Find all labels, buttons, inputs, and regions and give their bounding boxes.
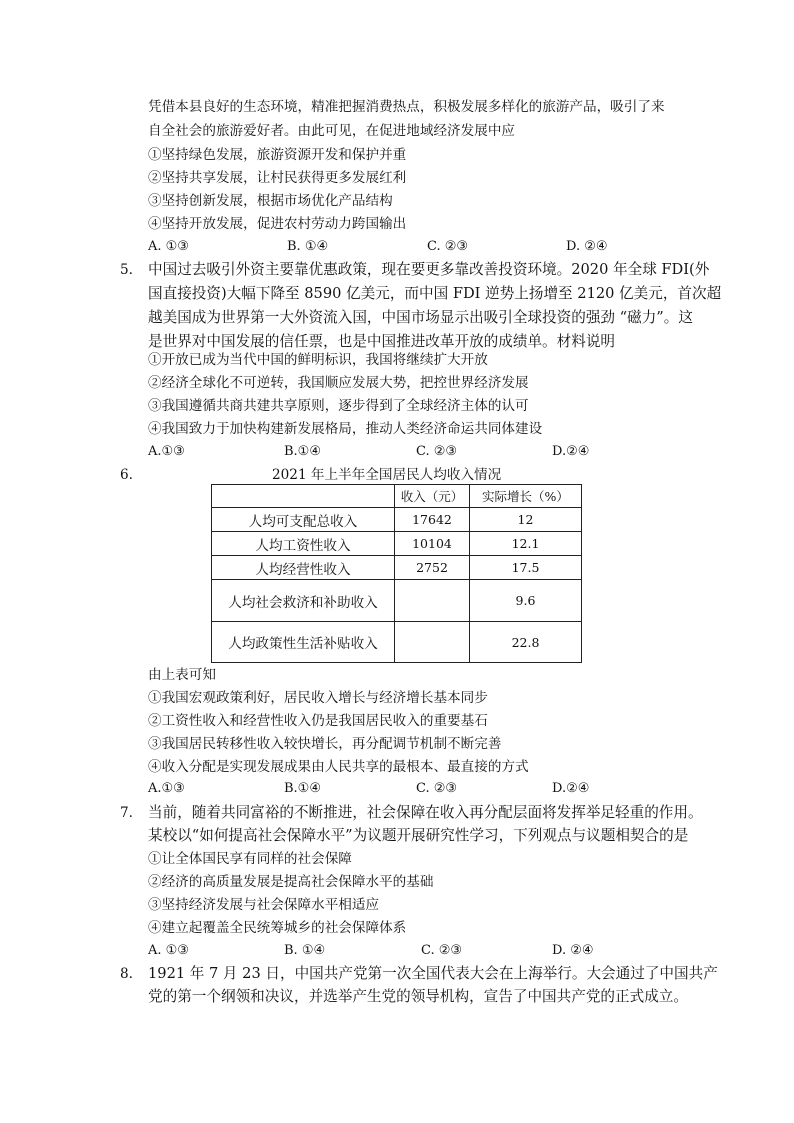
q7-item-4: ④建立起覆盖全民统筹城乡的社会保障体系 (148, 920, 407, 936)
q7-option-a[interactable]: A. ①③ (148, 943, 189, 958)
table-cell: 17.5 (470, 556, 582, 580)
q5-item-4: ④我国致力于加快构建新发展格局，推动人类经济命运共同体建设 (148, 421, 543, 437)
q6-option-d[interactable]: D.②④ (552, 781, 590, 796)
q4-item-4: ④坚持开放发展，促进农村劳动力跨国输出 (148, 216, 407, 232)
table-cell: 2752 (395, 556, 470, 580)
q5-number: 5. (120, 262, 133, 278)
q6-item-1: ①我国宏观政策利好，居民收入增长与经济增长基本同步 (148, 690, 488, 706)
table-header-cell (212, 485, 395, 508)
table-header-cell: 实际增长（%） (470, 485, 582, 508)
q8-stem-line-1: 1921 年 7 月 23 日，中国共产党第一次全国代表大会在上海举行。大会通过了中国共产 (148, 965, 718, 982)
table-cell: 人均可支配总收入 (212, 508, 395, 532)
q5-option-d[interactable]: D.②④ (552, 444, 590, 459)
q7-option-c[interactable]: C. ②③ (421, 943, 463, 958)
q7-stem-line-1: 当前，随着共同富裕的不断推进，社会保障在收入再分配层面将发挥举足轻重的作用。 (148, 804, 703, 821)
q4-option-d[interactable]: D. ②④ (566, 239, 608, 254)
q7-item-1: ①让全体国民享有同样的社会保障 (148, 851, 352, 867)
q5-item-1: ①开放已成为当代中国的鲜明标识，我国将继续扩大开放 (148, 352, 488, 368)
table-row (212, 532, 582, 556)
q7-item-3: ③坚持经济发展与社会保障水平相适应 (148, 897, 380, 913)
q5-stem-line-4: 是世界对中国发展的信任票，也是中国推进改革开放的成绩单。材料说明 (148, 333, 616, 350)
q4-item-1: ①坚持绿色发展，旅游资源开发和保护并重 (148, 147, 407, 163)
q5-stem-line-2: 国直接投资)大幅下降至 8590 亿美元，而中国 FDI 逆势上扬增至 2120 亿美元，首次超 (148, 285, 722, 302)
q4-item-2: ②坚持共享发展，让村民获得更多发展红利 (148, 170, 407, 186)
table-cell (395, 580, 470, 622)
table-cell: 9.6 (470, 580, 582, 622)
q6-option-b[interactable]: B.①④ (284, 781, 321, 796)
table-header-row (212, 485, 582, 508)
q4-option-c[interactable]: C. ②③ (427, 239, 469, 254)
q6-option-a[interactable]: A.①③ (148, 781, 185, 796)
table-row (212, 622, 582, 663)
q7-option-b[interactable]: B. ①④ (284, 943, 326, 958)
table-row (212, 508, 582, 532)
q6-item-2: ②工资性收入和经营性收入仍是我国居民收入的重要基石 (148, 713, 488, 729)
q5-stem-line-3: 越美国成为世界第一大外资流入国，中国市场显示出吸引全球投资的强劲 “磁力”。这 (148, 309, 693, 326)
q7-item-2: ②经济的高质量发展是提高社会保障水平的基础 (148, 874, 434, 890)
table-cell: 人均社会救济和补助收入 (212, 580, 395, 622)
table-header-cell: 收入（元） (395, 485, 470, 508)
table-cell (395, 622, 470, 663)
q5-item-2: ②经济全球化不可逆转，我国顺应发展大势，把控世界经济发展 (148, 375, 529, 391)
q6-number: 6. (120, 467, 133, 483)
table-cell: 17642 (395, 508, 470, 532)
q5-option-b[interactable]: B.①④ (284, 444, 321, 459)
q8-stem-line-2: 党的第一个纲领和决议，并选举产生党的领导机构，宣告了中国共产党的正式成立。 (148, 988, 688, 1005)
q4-option-b[interactable]: B. ①④ (287, 239, 329, 254)
q7-option-d[interactable]: D. ②④ (552, 943, 594, 958)
q4-option-a[interactable]: A. ①③ (148, 239, 189, 254)
q4-item-3: ③坚持创新发展，根据市场优化产品结构 (148, 193, 393, 209)
q4-stem-line-2: 自全社会的旅游爱好者。由此可见，在促进地域经济发展中应 (148, 123, 516, 139)
q5-stem-line-1: 中国过去吸引外资主要靠优惠政策，现在要更多靠改善投资环境。2020 年全球 FDI(外 (148, 261, 710, 278)
table-cell: 人均工资性收入 (212, 532, 395, 556)
q6-option-c[interactable]: C. ②③ (416, 781, 458, 796)
q5-option-c[interactable]: C. ②③ (416, 444, 458, 459)
table-cell: 人均政策性生活补贴收入 (212, 622, 395, 663)
income-table (211, 484, 582, 663)
table-cell: 12 (470, 508, 582, 532)
table-row (212, 580, 582, 622)
q8-number: 8. (120, 966, 133, 982)
q6-item-4: ④收入分配是实现发展成果由人民共享的最根本、最直接的方式 (148, 759, 529, 775)
table-cell: 22.8 (470, 622, 582, 663)
q6-item-3: ③我国居民转移性收入较快增长，再分配调节机制不断完善 (148, 736, 502, 752)
q5-option-a[interactable]: A.①③ (148, 444, 185, 459)
q7-stem-line-2: 某校以“如何提高社会保障水平”为议题开展研究性学习，下列观点与议题相契合的是 (148, 827, 689, 844)
q7-number: 7. (120, 805, 133, 821)
table-cell: 10104 (395, 532, 470, 556)
q5-item-3: ③我国遵循共商共建共享原则，逐步得到了全球经济主体的认可 (148, 398, 529, 414)
table-cell: 12.1 (470, 532, 582, 556)
q6-lead: 由上表可知 (148, 667, 216, 683)
table-cell: 人均经营性收入 (212, 556, 395, 580)
q4-stem-line-1: 凭借本县良好的生态环境，精准把握消费热点，积极发展多样化的旅游产品，吸引了来 (148, 99, 665, 115)
q6-table-title: 2021 年上半年全国居民人均收入情况 (272, 467, 502, 483)
table-row (212, 556, 582, 580)
